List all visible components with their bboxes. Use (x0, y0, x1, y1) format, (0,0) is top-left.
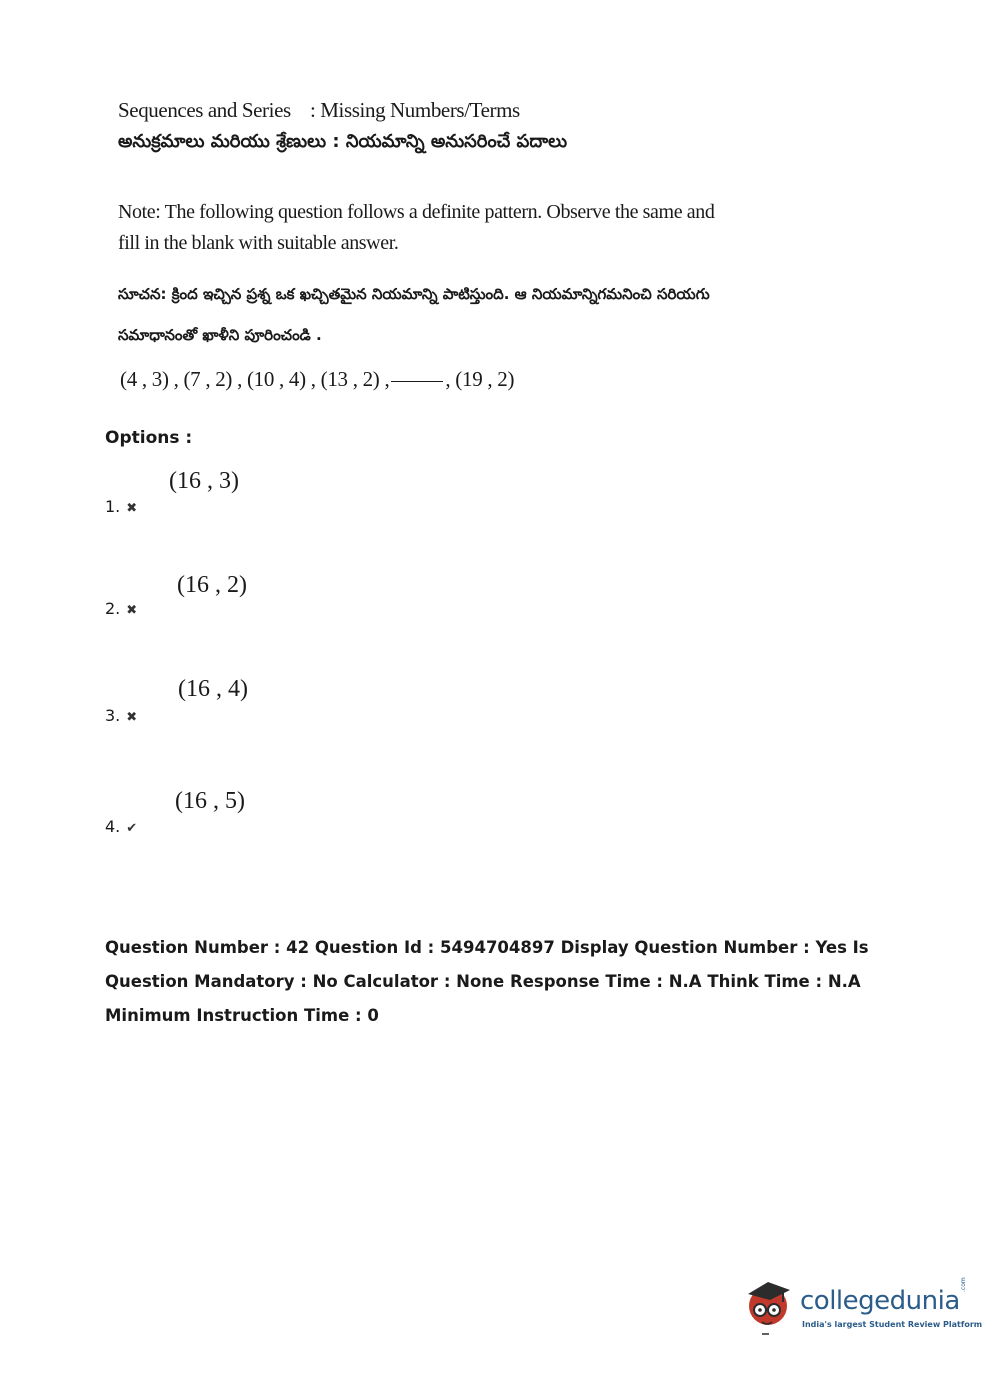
options-label: Options : (105, 428, 193, 448)
cross-icon: ✖ (126, 603, 138, 618)
option-4-value: (16 , 5) (175, 788, 245, 814)
sequence-last-term: , (19 , 2) (445, 367, 515, 391)
topic-heading (118, 98, 520, 123)
topic-title-telugu: అనుక్రమాలు మరియు శ్రేణులు : నియమాన్ని అనుసరించే పదాలు (118, 131, 568, 152)
answer-blank (391, 381, 443, 382)
brand-tagline: India's largest Student Review Platform (802, 1320, 983, 1329)
brand-logo (742, 1272, 983, 1342)
option-2-number: 2. (105, 599, 121, 618)
option-4 (105, 817, 137, 836)
option-3 (105, 706, 137, 725)
student-mascot-icon (742, 1272, 798, 1338)
option-2 (105, 599, 137, 618)
check-icon: ✔ (126, 821, 138, 836)
option-1-value: (16 , 3) (169, 468, 239, 494)
note-telugu: సూచన: క్రింద ఇచ్చిన ప్రశ్న ఒక ఖచ్చితమైన నియమాన్ని పాటిస్తుంది. ఆ నియమాన్నిగమనించి సరియగు సమాధానంతో ఖాళీని పూరించండి . (118, 285, 710, 344)
brand-domain-suffix: .com (960, 1277, 967, 1292)
option-1 (105, 497, 137, 516)
option-4-number: 4. (105, 817, 121, 836)
option-3-number: 3. (105, 706, 121, 725)
option-2-value: (16 , 2) (177, 572, 247, 598)
question-sequence (120, 367, 514, 392)
note-english: Note: The following question follows a definite pattern. Observe the same and fill in the blank with suitable answer. (118, 201, 715, 254)
sequence-terms: (4 , 3) , (7 , 2) , (10 , 4) , (13 , 2) , (120, 367, 390, 391)
brand-name: collegedunia (800, 1286, 960, 1316)
question-metadata: Question Number : 42 Question Id : 5494704897 Display Question Number : Yes Is Question Mandatory : No Calculator : None Response Time : N.A Think Time : N.A Minimum Instruction Time : 0 (105, 938, 869, 1025)
option-3-value: (16 , 4) (178, 676, 248, 702)
topic-title: Sequences and Series (118, 98, 291, 122)
subtopic-title: : Missing Numbers/Terms (310, 98, 520, 122)
cross-icon: ✖ (126, 501, 138, 516)
cross-icon: ✖ (126, 710, 138, 725)
option-1-number: 1. (105, 497, 121, 516)
